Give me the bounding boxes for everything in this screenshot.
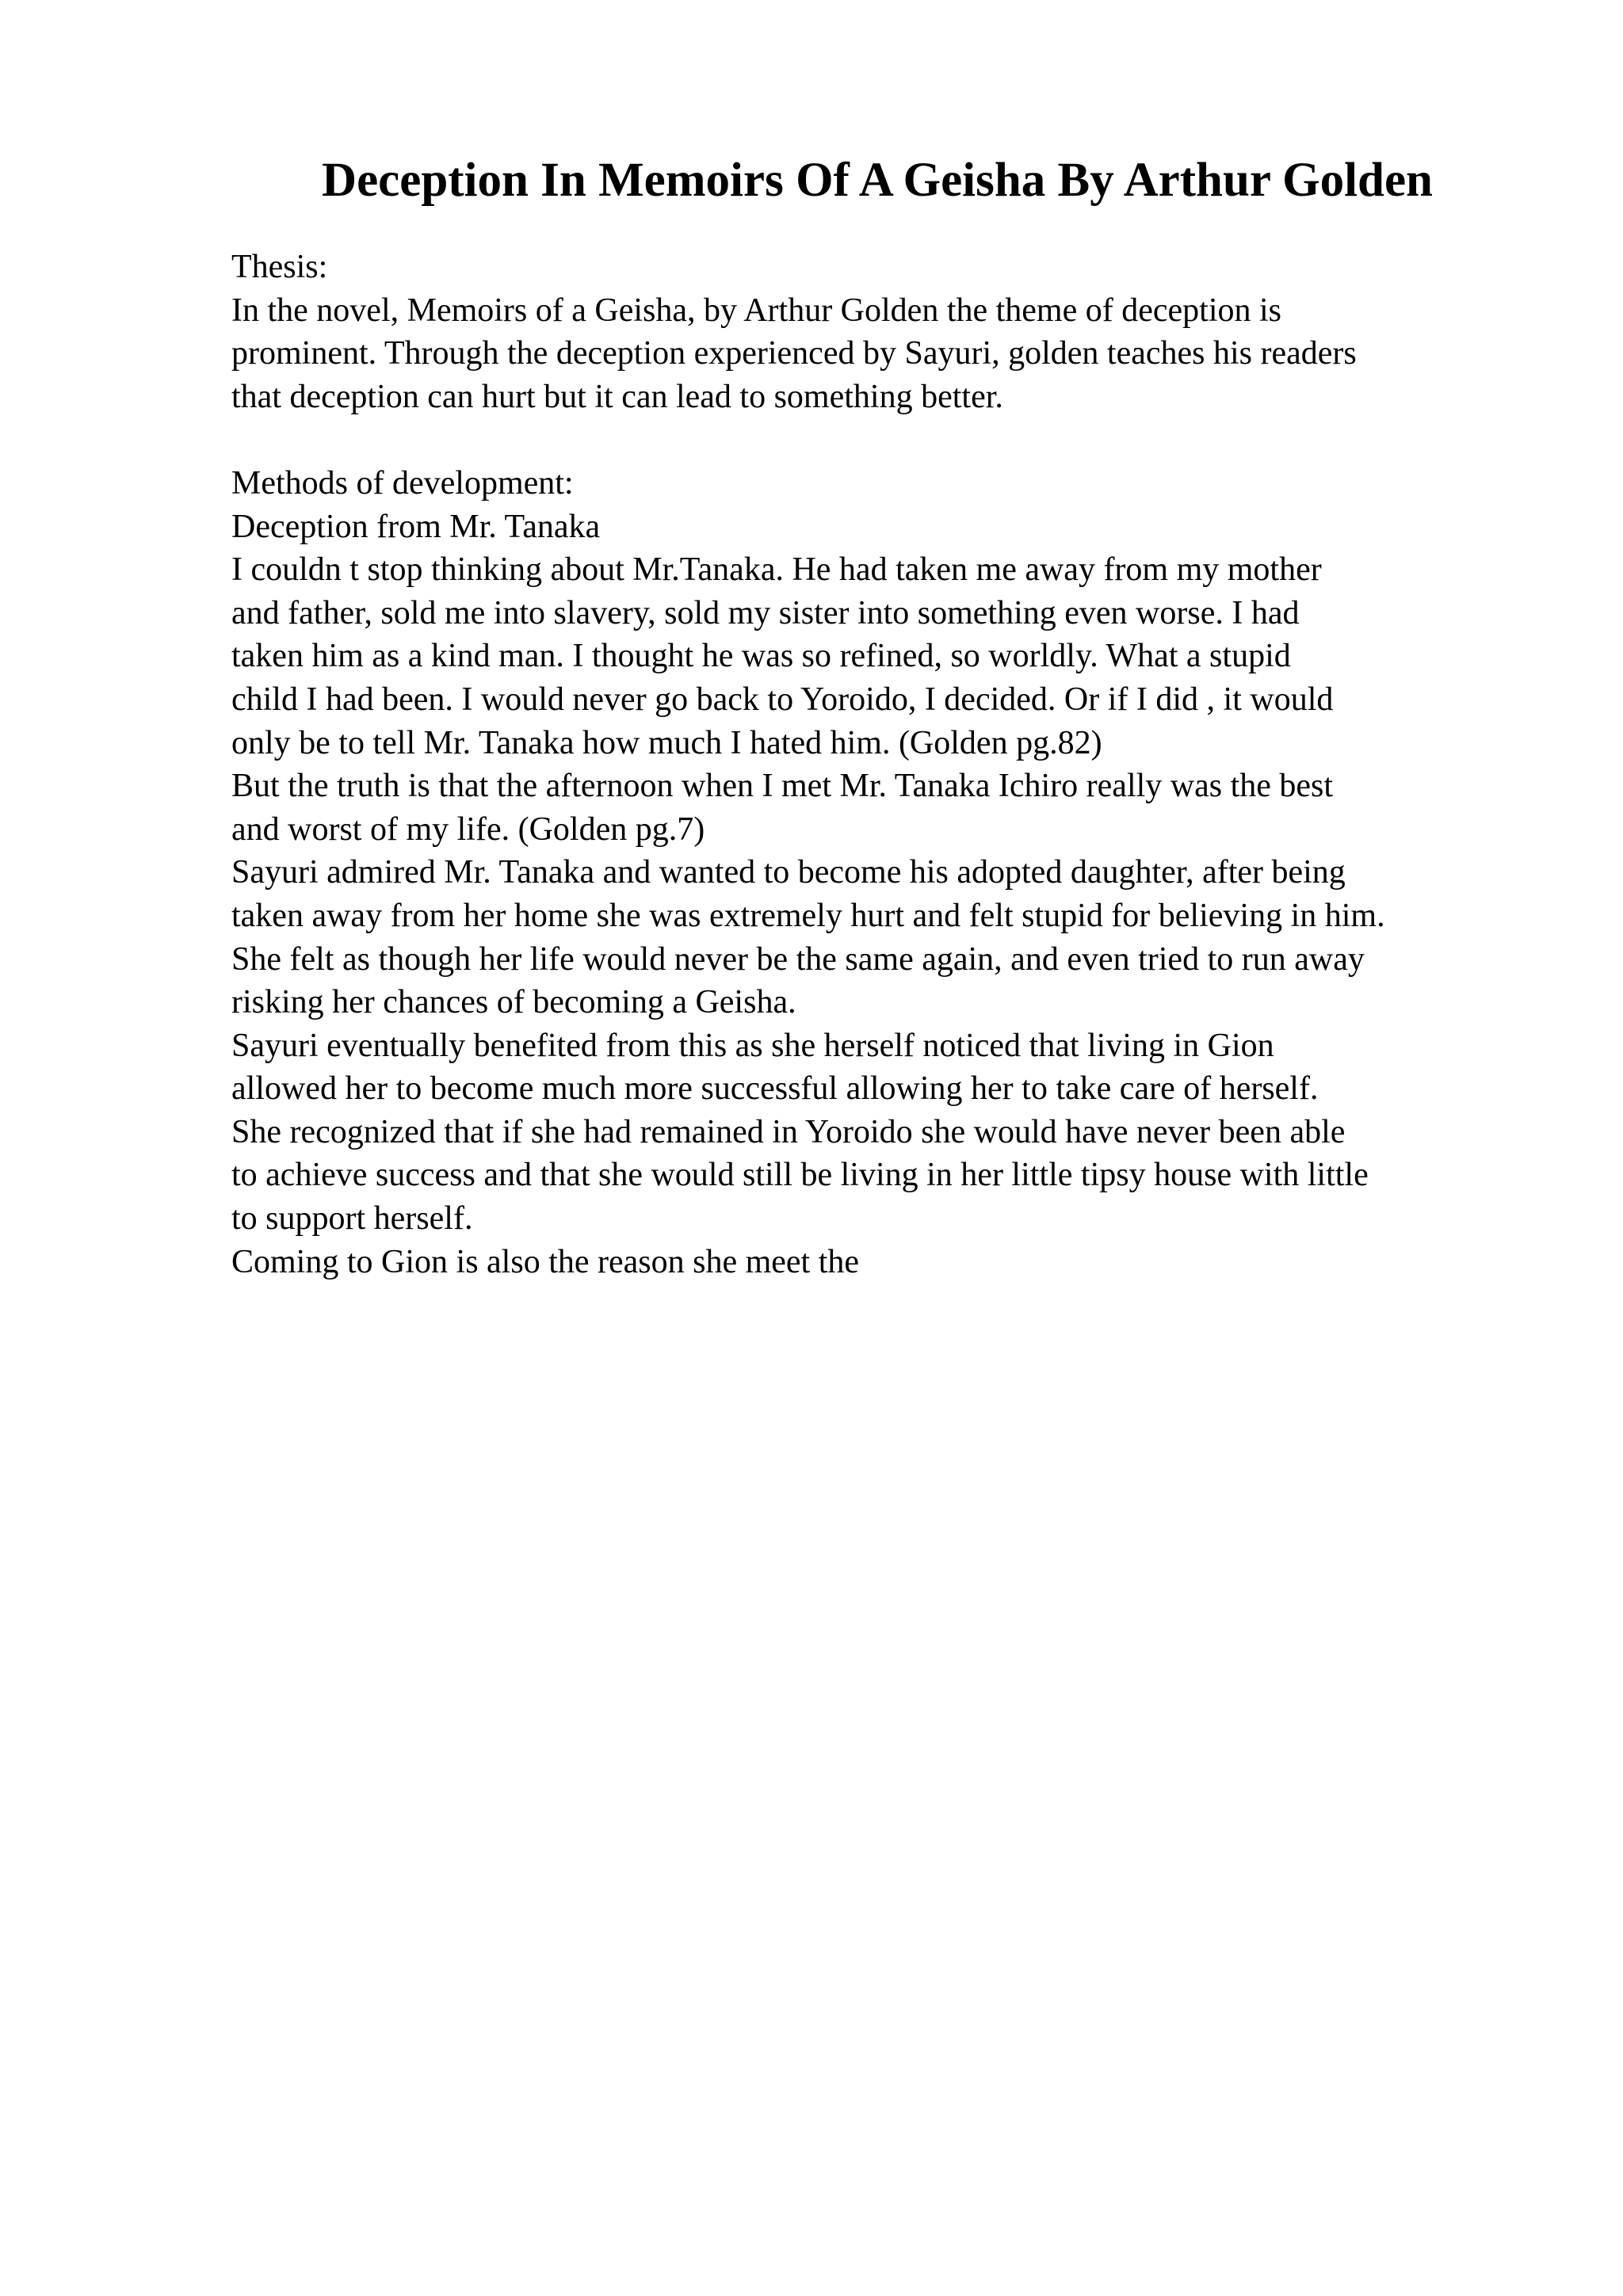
- thesis-line: prominent. Through the deception experienced by Sayuri, golden teaches his readers: [231, 335, 1357, 372]
- body-line: taken him as a kind man. I thought he was so refined, so worldly. What a stupid: [231, 638, 1291, 675]
- body-line: She felt as though her life would never be the same again, and even tried to run away: [231, 940, 1365, 978]
- body-line: allowed her to become much more successful allowing her to take care of herself.: [231, 1070, 1319, 1108]
- body-line: and worst of my life. (Golden pg.7): [231, 810, 705, 848]
- body-line: Sayuri eventually benefited from this as she herself noticed that living in Gion: [231, 1027, 1274, 1064]
- document-title: Deception In Memoirs Of A Geisha By Arthur Golden: [322, 154, 1433, 207]
- thesis-line: that deception can hurt but it can lead to something better.: [231, 378, 1003, 415]
- document-body: [231, 246, 1594, 1283]
- body-line: to support herself.: [231, 1200, 473, 1238]
- body-line: But the truth is that the afternoon when I met Mr. Tanaka Ichiro really was the best: [231, 768, 1334, 805]
- body-line: Coming to Gion is also the reason she meet the: [231, 1243, 860, 1280]
- body-line: She recognized that if she had remained in Yoroido she would have never been able: [231, 1113, 1346, 1150]
- body-line: child I had been. I would never go back to Yoroido, I decided. Or if I did , it would: [231, 681, 1334, 718]
- body-line: and father, sold me into slavery, sold my sister into something even worse. I had: [231, 594, 1300, 631]
- body-line: risking her chances of becoming a Geisha.: [231, 984, 796, 1021]
- body-line: to achieve success and that she would still be living in her little tipsy house with little: [231, 1157, 1369, 1194]
- thesis-line: In the novel, Memoirs of a Geisha, by Arthur Golden the theme of deception is: [231, 292, 1282, 329]
- body-line: taken away from her home she was extremely hurt and felt stupid for believing in him.: [231, 897, 1385, 934]
- paragraph-gap: [231, 418, 1594, 462]
- methods-label: Methods of development:: [231, 464, 574, 502]
- section-heading: Deception from Mr. Tanaka: [231, 508, 601, 545]
- body-line: Sayuri admired Mr. Tanaka and wanted to become his adopted daughter, after being: [231, 854, 1346, 891]
- body-line: only be to tell Mr. Tanaka how much I hated him. (Golden pg.82): [231, 724, 1102, 761]
- thesis-label: Thesis:: [231, 249, 328, 285]
- body-line: I couldn t stop thinking about Mr.Tanaka. He had taken me away from my mother: [231, 551, 1322, 589]
